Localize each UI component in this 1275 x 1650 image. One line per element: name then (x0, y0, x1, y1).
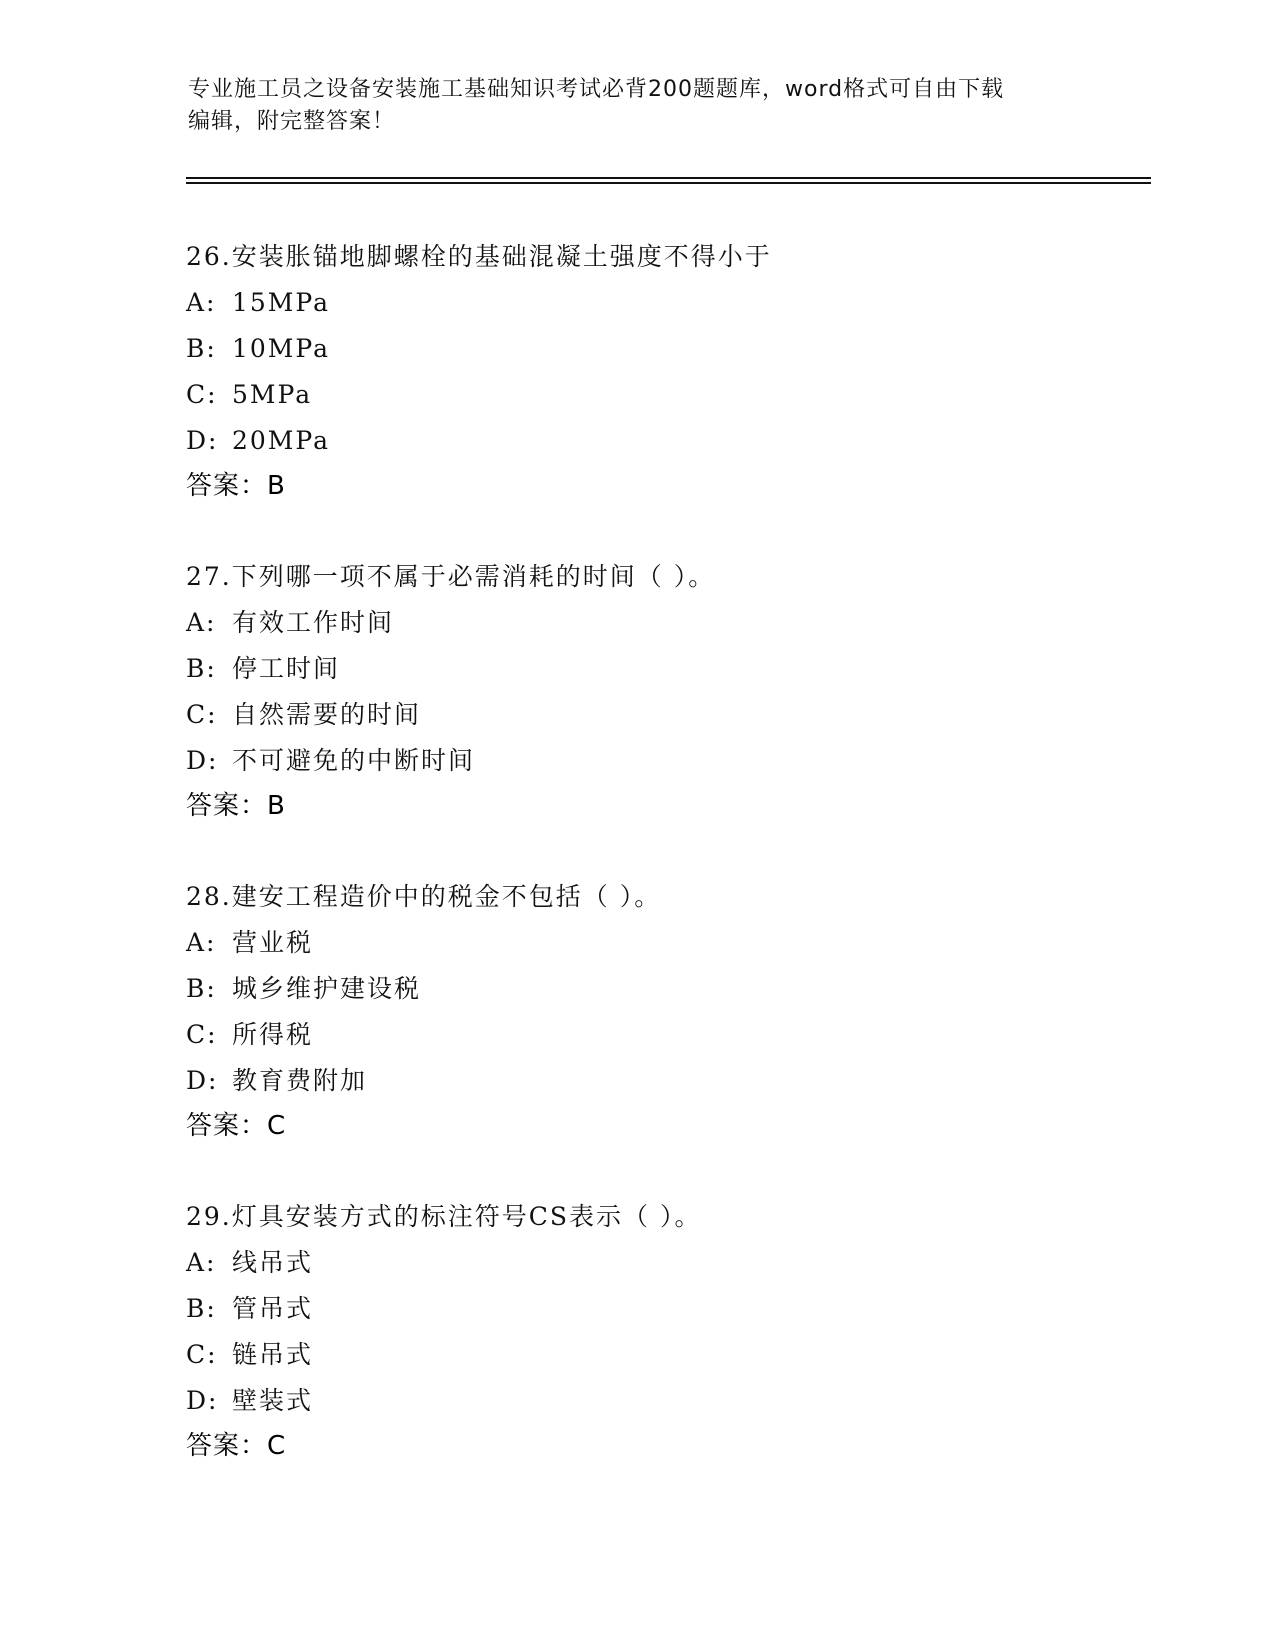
question-title: 29.灯具安装方式的标注符号CS表示（ ）。 (186, 1202, 702, 1231)
option-letter: D: (186, 1386, 219, 1415)
option-text: 有效工作时间 (232, 608, 395, 637)
question-29 (186, 1194, 1146, 1514)
option-text: 不可避免的中断时间 (232, 746, 476, 775)
option-c (186, 1012, 1146, 1058)
answer-line: 答案：B (186, 471, 286, 501)
option-letter: C: (186, 1340, 218, 1369)
question-title: 27.下列哪一项不属于必需消耗的时间（ ）。 (186, 562, 716, 591)
option-text: 链吊式 (232, 1340, 314, 1369)
option-c (186, 372, 1146, 418)
option-text: 自然需要的时间 (232, 700, 422, 729)
question-list (186, 234, 1146, 1514)
option-letter: A: (186, 928, 217, 957)
option-text: 壁装式 (232, 1386, 314, 1415)
option-b (186, 966, 1146, 1012)
answer-line: 答案：B (186, 791, 286, 821)
option-letter: B: (186, 1294, 217, 1323)
option-letter: B: (186, 334, 217, 363)
option-text: 5MPa (232, 380, 313, 409)
header-divider-bottom (186, 182, 1151, 184)
option-letter: D: (186, 746, 219, 775)
option-c (186, 1332, 1146, 1378)
answer-line: 答案：C (186, 1111, 287, 1141)
option-letter: D: (186, 1066, 219, 1095)
question-title: 28.建安工程造价中的税金不包括（ ）。 (186, 882, 662, 911)
option-letter: B: (186, 974, 217, 1003)
option-letter: A: (186, 608, 217, 637)
option-text: 停工时间 (232, 654, 341, 683)
option-letter: C: (186, 1020, 218, 1049)
option-d (186, 1058, 1146, 1104)
option-letter: C: (186, 700, 218, 729)
option-text: 营业税 (232, 928, 314, 957)
question-26 (186, 234, 1146, 554)
option-a (186, 1240, 1146, 1286)
option-b (186, 646, 1146, 692)
option-d (186, 418, 1146, 464)
question-27 (186, 554, 1146, 874)
option-b (186, 326, 1146, 372)
option-d (186, 1378, 1146, 1424)
option-text: 20MPa (232, 426, 331, 455)
option-text: 管吊式 (232, 1294, 314, 1323)
option-letter: B: (186, 654, 217, 683)
option-text: 城乡维护建设税 (232, 974, 422, 1003)
option-letter: A: (186, 288, 217, 317)
header-line-1: 专业施工员之设备安装施工基础知识考试必背200题题库，word格式可自由下载 (188, 77, 1005, 102)
option-text: 15MPa (232, 288, 331, 317)
question-title: 26.安装胀锚地脚螺栓的基础混凝土强度不得小于 (186, 242, 772, 271)
option-a (186, 920, 1146, 966)
header-line-2: 编辑，附完整答案！ (188, 109, 396, 134)
option-text: 教育费附加 (232, 1066, 368, 1095)
question-28 (186, 874, 1146, 1194)
option-b (186, 1286, 1146, 1332)
document-header (188, 74, 1088, 138)
option-d (186, 738, 1146, 784)
option-c (186, 692, 1146, 738)
answer-line: 答案：C (186, 1431, 287, 1461)
header-divider-top (186, 177, 1151, 179)
option-text: 10MPa (232, 334, 331, 363)
option-a (186, 600, 1146, 646)
option-text: 所得税 (232, 1020, 314, 1049)
option-a (186, 280, 1146, 326)
option-text: 线吊式 (232, 1248, 314, 1277)
option-letter: A: (186, 1248, 217, 1277)
option-letter: C: (186, 380, 218, 409)
option-letter: D: (186, 426, 219, 455)
